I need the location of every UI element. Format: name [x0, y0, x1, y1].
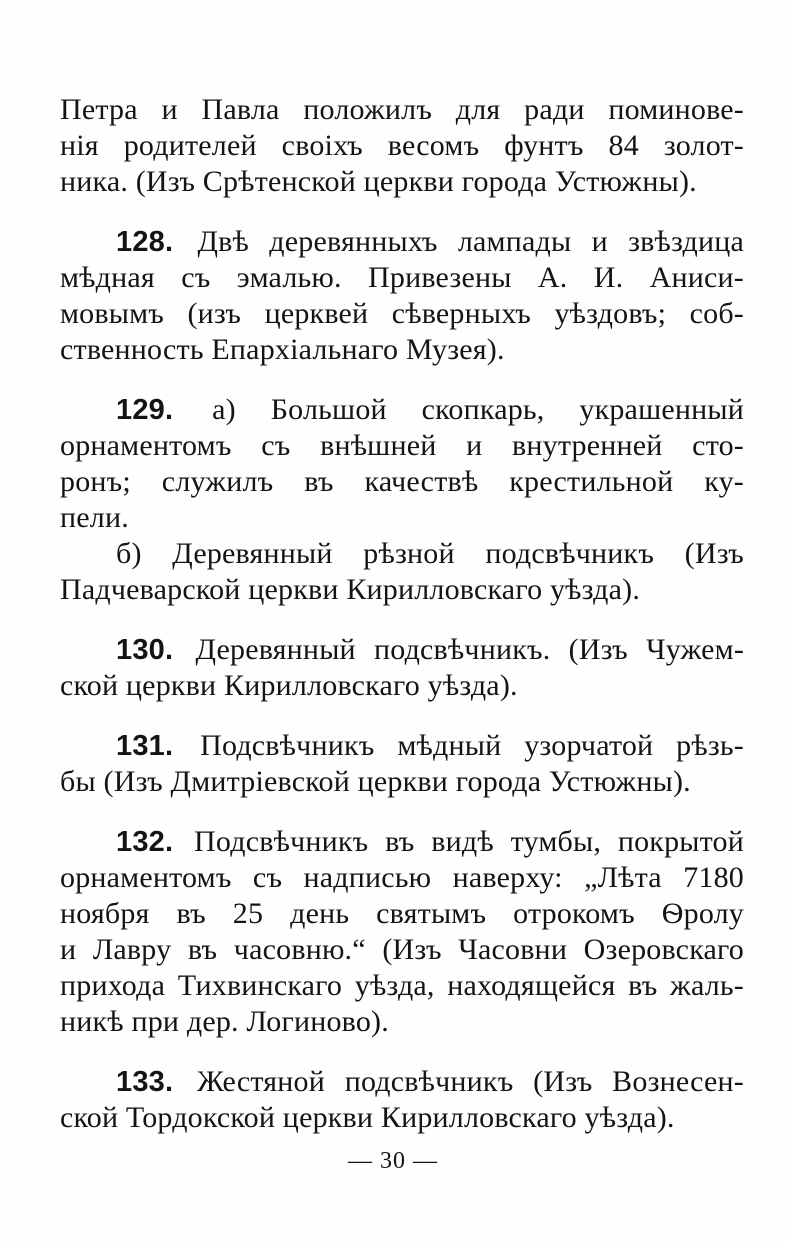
- entry-text: Подсвѣчникъ въ видѣ тумбы, покрытой: [194, 825, 744, 858]
- entry-line: мовымъ (изъ церквей сѣверныхъ уѣздовъ; соб-: [60, 297, 744, 330]
- entry-number: 129.: [116, 394, 174, 426]
- entry-line: прихода Тихвинскаго уѣзда, находящейся въ жаль-: [60, 969, 744, 1002]
- entry-number: 133.: [116, 1066, 174, 1098]
- entry-text: Подсвѣчникъ мѣдный узорчатой рѣзь-: [200, 729, 744, 762]
- entry-line: орнаментомъ съ надписью наверху: „Лѣта 7180: [60, 861, 744, 894]
- entry-text: Жестяной подсвѣчникъ (Изъ Вознесен-: [197, 1065, 744, 1098]
- entry-line: пели.: [60, 501, 129, 534]
- entry-number: 128.: [116, 226, 174, 258]
- entry-line: ской Тордокской церкви Кирилловскаго уѣзда).: [60, 1101, 675, 1134]
- paragraph-gap: [60, 200, 744, 224]
- entry-number: 132.: [116, 826, 174, 858]
- catalog-entry-132: [60, 824, 744, 1040]
- catalog-entry-129: [60, 392, 744, 608]
- entry-text: Деревянный подсвѣчникъ. (Изъ Чужем-: [195, 633, 745, 666]
- entry-line: бы (Изъ Дмитріевской церкви города Устюжны).: [60, 765, 691, 798]
- entry-line: ронъ; служилъ въ качествѣ крестильной ку-: [60, 465, 744, 498]
- entry-number: 131.: [116, 730, 174, 762]
- entry-line-first: [60, 728, 744, 764]
- entry-line: никѣ при дер. Логиново).: [60, 1005, 389, 1038]
- catalog-entry-133: [60, 1064, 744, 1136]
- paragraph-gap: [60, 368, 744, 392]
- entry-line: Падчеварской церкви Кирилловскаго уѣзда).: [60, 573, 641, 606]
- catalog-entry-128: [60, 224, 744, 368]
- entry-number: 130.: [116, 634, 174, 666]
- catalog-entry-continuation: [60, 92, 744, 200]
- catalog-text: [60, 92, 744, 1136]
- entry-line-first: [60, 1064, 744, 1100]
- entry-line: орнаментомъ съ внѣшней и внутренней сто-: [60, 429, 744, 462]
- paragraph-gap: [60, 704, 744, 728]
- entry-line: ника. (Изъ Срѣтенской церкви города Устюжны).: [60, 165, 697, 198]
- entry-line-first: [60, 824, 744, 860]
- entry-text: Двѣ деревянныхъ лампады и звѣздица: [197, 225, 744, 258]
- entry-line-first: [60, 224, 744, 260]
- paragraph-gap: [60, 800, 744, 824]
- page-number: — 30 —: [348, 1148, 438, 1174]
- entry-text: а) Большой скопкарь, украшенный: [212, 393, 745, 426]
- paragraph-gap: [60, 608, 744, 632]
- entry-line: мѣдная съ эмалью. Привезены А. И. Аниси-: [60, 261, 744, 294]
- entry-line: ской церкви Кирилловскаго уѣзда).: [60, 669, 518, 702]
- paragraph-gap: [60, 1040, 744, 1064]
- catalog-entry-130: [60, 632, 744, 704]
- entry-line: ственность Епархіальнаго Музея).: [60, 333, 505, 366]
- entry-line-first: [60, 392, 744, 428]
- entry-line: нія родителей своіхъ весомъ фунтъ 84 золот-: [60, 129, 744, 162]
- entry-line: и Лавру въ часовню.“ (Изъ Часовни Озеровскаго: [60, 933, 744, 966]
- entry-line-first: [60, 632, 744, 668]
- entry-line: Петра и Павла положилъ для ради поминове-: [60, 93, 744, 126]
- catalog-entry-131: [60, 728, 744, 800]
- entry-subitem-line: б) Деревянный рѣзной подсвѣчникъ (Изъ: [116, 537, 744, 570]
- entry-line: ноября въ 25 день святымъ отрокомъ Ѳролу: [60, 897, 744, 930]
